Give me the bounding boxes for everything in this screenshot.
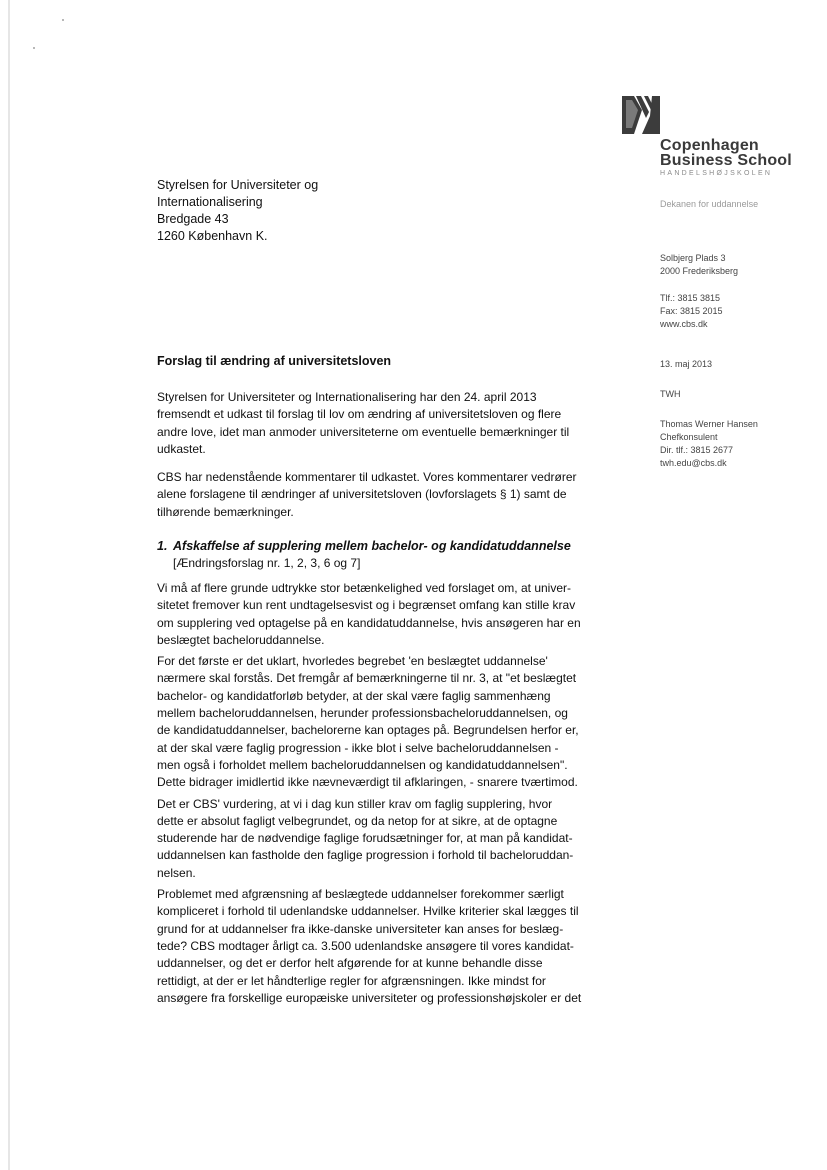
text-line: alene forslagene til ændringer af universitetsloven (lovforslagets § 1) samt de	[157, 487, 567, 502]
text-line: For det første er det uklart, hvorledes begrebet 'en beslægtet uddannelse'	[157, 654, 548, 669]
text-line: CBS har nedenstående kommentarer til udkastet. Vores kommentarer vedrører	[157, 470, 577, 485]
intro-paragraph	[157, 389, 627, 458]
sender-address	[660, 252, 820, 278]
recipient-line: Bredgade 43	[157, 212, 229, 226]
sender-phone: Tlf.: 3815 3815	[660, 293, 721, 303]
scan-edge-line	[8, 0, 10, 1170]
text-line: mellem bacheloruddannelsen, herunder professionsbacheloruddannelsen, og	[157, 706, 568, 721]
text-line: grund for at uddannelser fra ikke-danske universiteter kan anses for beslæg-	[157, 921, 564, 936]
scan-speck	[33, 47, 35, 49]
text-line: Problemet med afgrænsning af beslægtede uddannelser forekommer særligt	[157, 887, 564, 902]
text-line: de kandidatuddannelser, bachelorerne kan optages på. Begrundelsen herfor er,	[157, 723, 579, 738]
recipient-line: 1260 København K.	[157, 229, 268, 243]
section-paragraph	[157, 796, 627, 882]
recipient-address	[157, 177, 318, 245]
sender-fax: Fax: 3815 2015	[660, 306, 723, 316]
contact-name: Thomas Werner Hansen	[660, 419, 758, 429]
text-line: udkastet.	[157, 441, 206, 456]
text-line: tilhørende bemærkninger.	[157, 504, 294, 519]
section-paragraph	[157, 886, 627, 1007]
sender-contact	[660, 292, 820, 331]
letter-subject: Forslag til ændring af universitetsloven	[157, 354, 392, 368]
text-line: tede? CBS modtager årligt ca. 3.500 udenlandske ansøgere til vores kandidat-	[157, 938, 574, 953]
section-paragraph	[157, 580, 627, 649]
recipient-line: Internationalisering	[157, 195, 263, 209]
contact-person	[660, 418, 820, 470]
scan-speck	[62, 19, 64, 21]
contact-phone: Dir. tlf.: 3815 2677	[660, 445, 734, 455]
section-reference: [Ændringsforslag nr. 1, 2, 3, 6 og 7]	[173, 556, 361, 570]
section-title: Afskaffelse af supplering mellem bachelor- og kandidatuddannelse	[173, 539, 571, 553]
text-line: andre love, idet man anmoder universiteterne om eventuelle bemærkninger til	[157, 424, 570, 439]
text-line: Dette bidrager imidlertid ikke nævneværdigt til afklaringen, - snarere tværtimod.	[157, 775, 578, 790]
text-line: ansøgere fra forskellige europæiske universiteter og professionshøjskoler er det	[157, 990, 582, 1005]
text-line: dette er absolut fagligt velbegrundet, og da netop for at sikre, at de optagne	[157, 813, 558, 828]
text-line: sitetet fremover kun rent undtagelsesvist og i begrænset omfang kan stille krav	[157, 598, 576, 613]
sender-address-line: 2000 Frederiksberg	[660, 266, 739, 276]
text-line: men også i forholdet mellem bacheloruddannelsen og kandidatuddannelsen".	[157, 757, 568, 772]
section-heading	[157, 538, 637, 572]
text-line: rettidigt, at der er let håndterlige regler for afgrænsningen. Ikke mindst for	[157, 973, 546, 988]
text-line: Det er CBS' vurdering, at vi i dag kun stiller krav om faglig supplering, hvor	[157, 796, 553, 811]
text-line: nelsen.	[157, 865, 196, 880]
text-line: at der skal være faglig progression - ikke blot i selve bacheloruddannelsen -	[157, 740, 559, 755]
text-line: Styrelsen for Universiteter og Internationalisering har den 24. april 2013	[157, 390, 537, 404]
text-line: bachelor- og kandidatforløb betyder, at der skal være faglig sammenhæng	[157, 688, 551, 703]
contact-title: Chefkonsulent	[660, 432, 718, 442]
department-name: Dekanen for uddannelse	[660, 199, 759, 209]
intro-paragraph	[157, 469, 627, 521]
section-number: 1.	[157, 539, 168, 553]
text-line: fremsendt et udkast til forslag til lov om ændring af universitetsloven og flere	[157, 407, 562, 422]
letter-date: 13. maj 2013	[660, 359, 713, 369]
logo-tagline: HANDELSHØJSKOLEN	[660, 170, 773, 177]
logo-wordmark-line2: Business School	[660, 152, 792, 169]
text-line: nærmere skal forstås. Det fremgår af bemærkningerne til nr. 3, at "et beslægtet	[157, 671, 577, 686]
intro-text	[157, 389, 627, 528]
text-line: kompliceret i forhold til udenlandske uddannelser. Hvilke kriterier skal lægges til	[157, 904, 579, 919]
section-body	[157, 580, 627, 1011]
sender-initials: TWH	[660, 389, 681, 399]
text-line: Vi må af flere grunde udtrykke stor betænkelighed ved forslaget om, at univer-	[157, 581, 571, 595]
sender-website: www.cbs.dk	[660, 319, 708, 329]
text-line: om supplering ved optagelse på en kandidatuddannelse, hvis ansøgeren har en	[157, 615, 581, 630]
text-line: beslægtet bacheloruddannelse.	[157, 632, 325, 647]
logo-wordmark-line1: Copenhagen	[660, 137, 759, 154]
text-line: studerende har de nødvendige faglige forudsætninger for, at man på kandidat-	[157, 831, 573, 846]
text-line: uddannelsen kan fastholde den faglige progression i forhold til bacheloruddan-	[157, 848, 574, 863]
recipient-line: Styrelsen for Universiteter og	[157, 178, 319, 192]
contact-email: twh.edu@cbs.dk	[660, 458, 727, 468]
cbs-logo-icon	[622, 96, 660, 134]
sender-address-line: Solbjerg Plads 3	[660, 253, 726, 263]
section-paragraph	[157, 653, 627, 791]
text-line: uddannelser, og det er derfor helt afgørende for at kunne behandle disse	[157, 956, 543, 971]
